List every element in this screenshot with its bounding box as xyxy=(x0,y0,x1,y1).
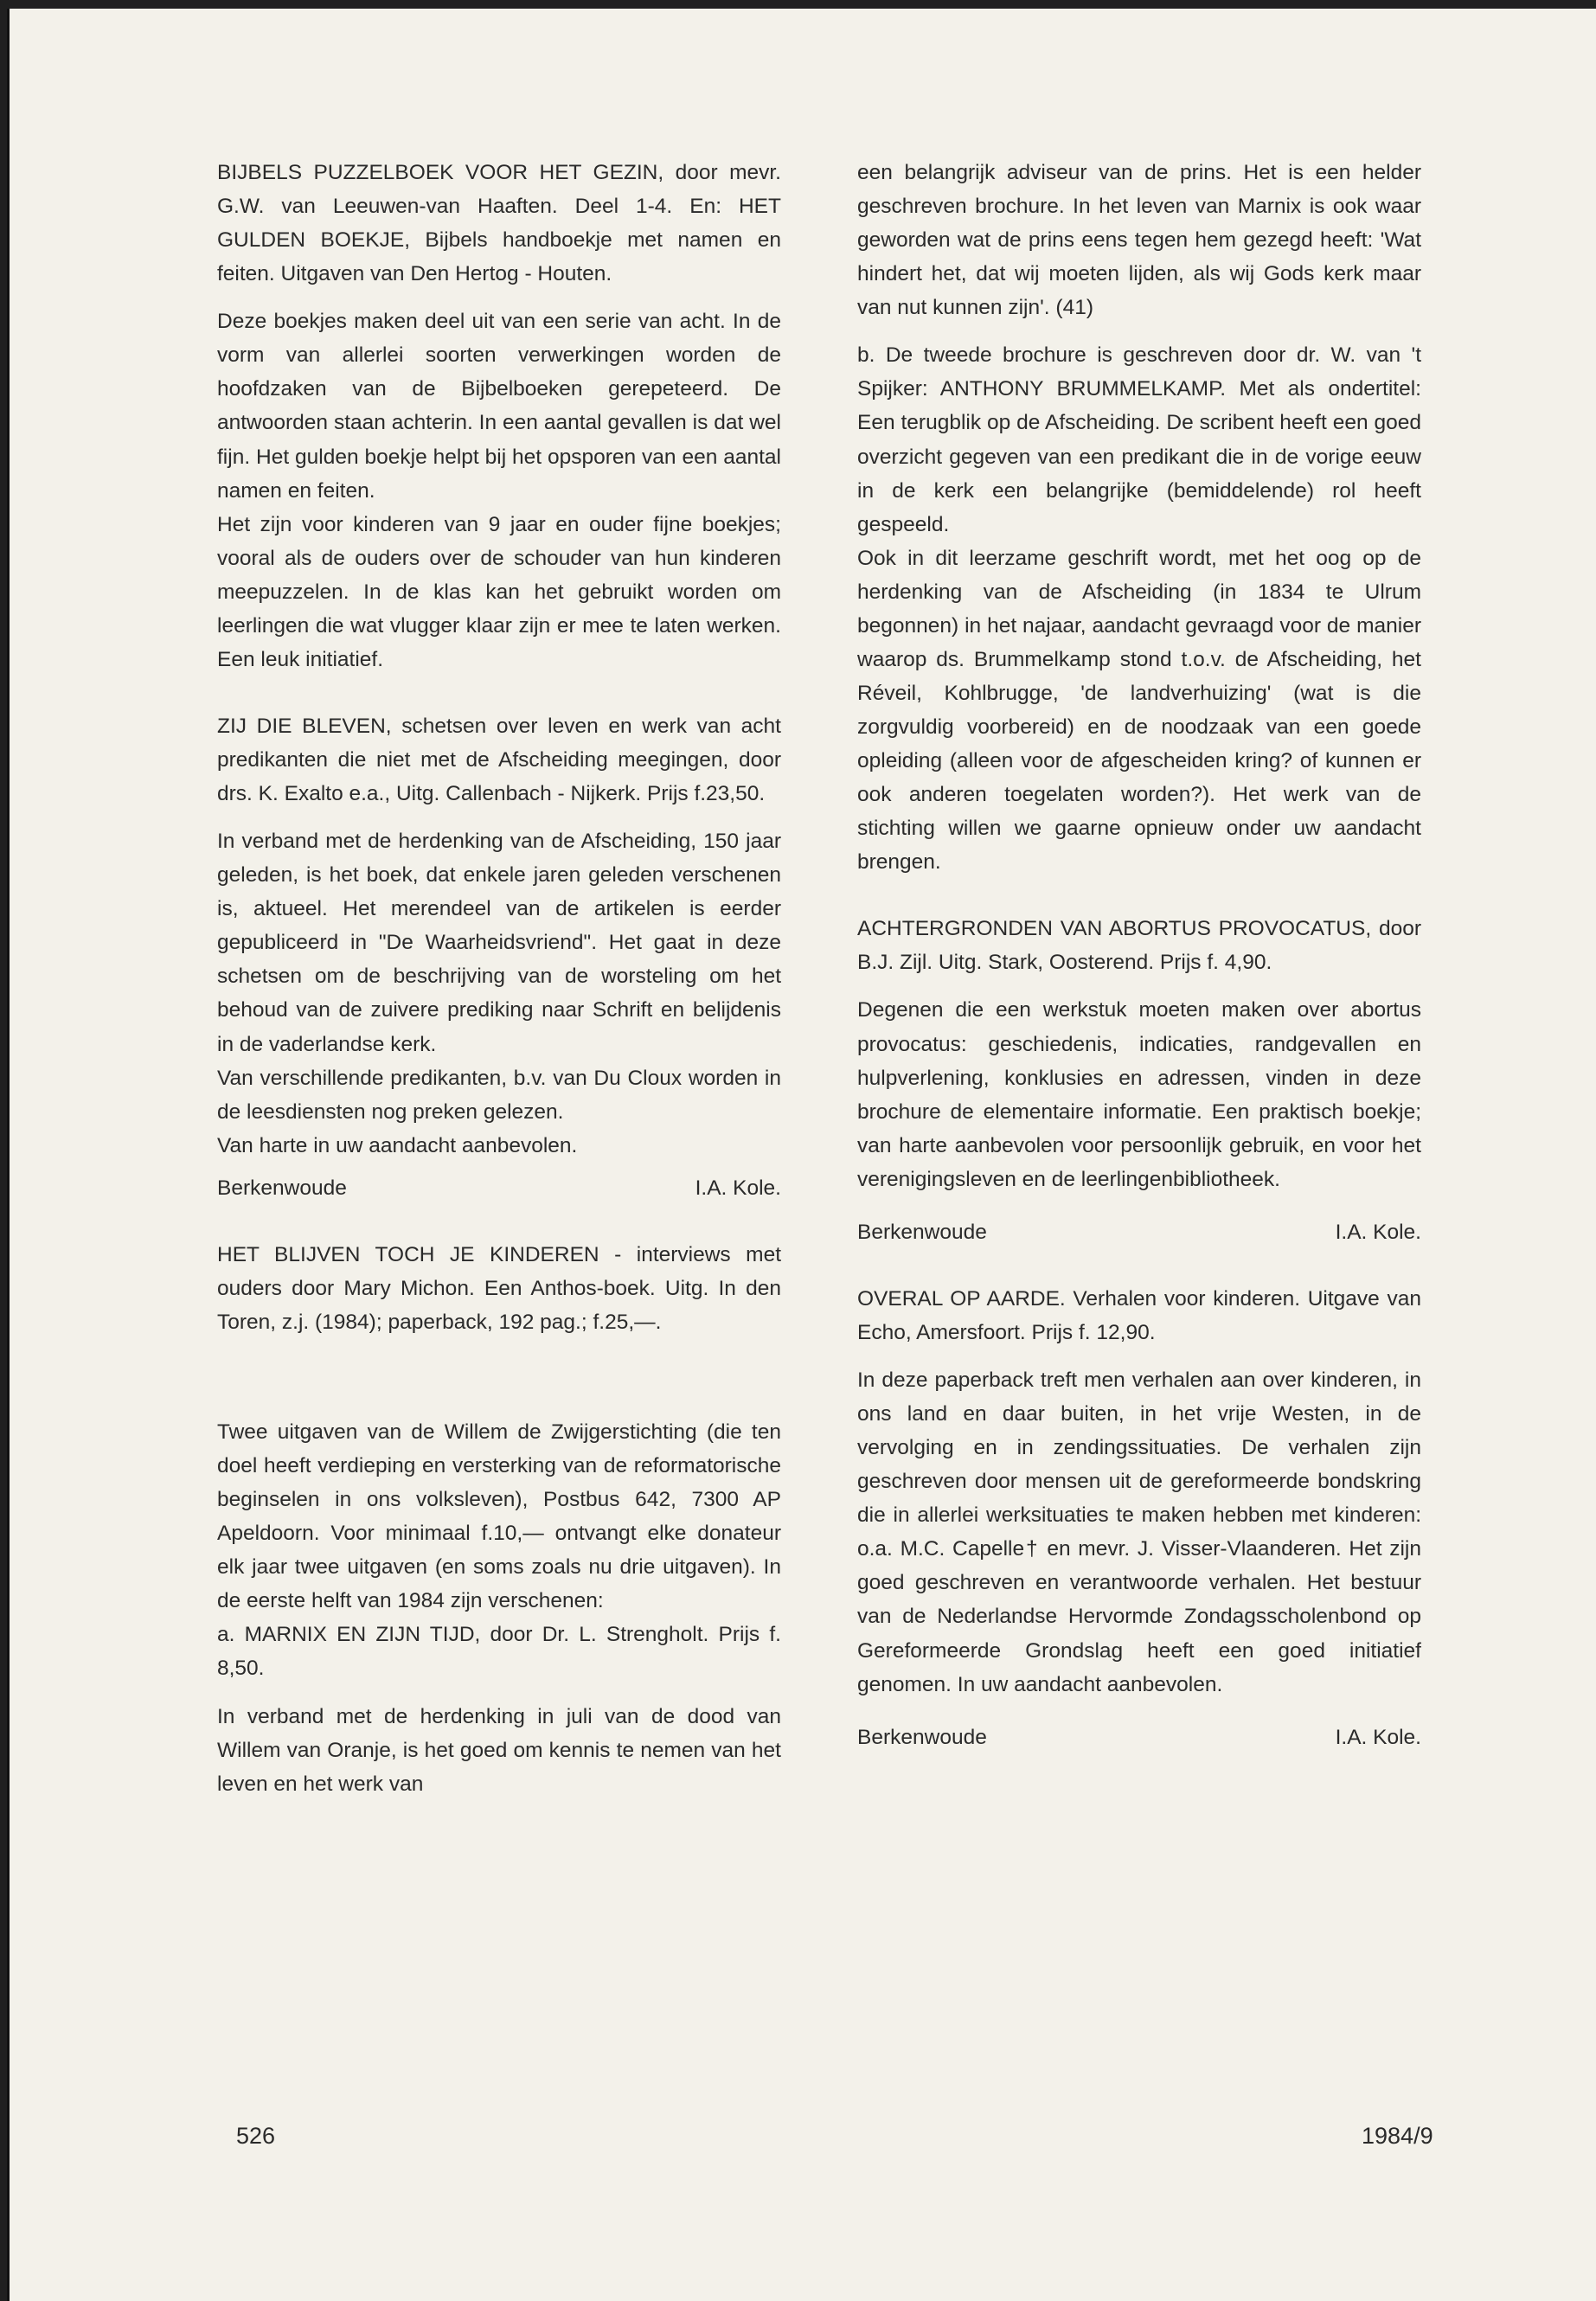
signature-author: I.A. Kole. xyxy=(695,1176,781,1200)
review-heading-puzzelboek: BIJBELS PUZZELBOEK VOOR HET GEZIN, door mevr. G.W. van Leeuwen-van Haaften. Deel 1-4. En: HET GULDEN BOEKJE, Bijbels handboekje met namen en feiten. Uitgaven van Den Hertog - Houten. xyxy=(217,161,781,286)
review-body-brummelkamp-2: Ook in dit leerzame geschrift wordt, met het oog op de herdenking van de Afscheiding (in 1834 te Ulrum begonnen) in het najaar, aandacht gevraagd voor de manier waarop ds. Brummelkamp stond t.o.v. de Afscheiding, het Réveil, Kohlbrugge, 'de landverhuizing' (wat is die zorgvuldig voorbereid) en de noodzaak van een goede opleiding (alleen voor de afgescheiden kring? of kunnen er ook anderen toegelaten worden?). Het werk van de stichting willen we gaarne opnieuw onder uw aandacht brengen. xyxy=(857,546,1421,875)
signature-place: Berkenwoude xyxy=(217,1176,347,1200)
signature-place: Berkenwoude xyxy=(857,1725,987,1749)
page-number: 526 xyxy=(236,2123,276,2149)
right-column xyxy=(857,156,1421,1754)
left-column xyxy=(217,156,781,1801)
review-body-puzzelboek-2: Het zijn voor kinderen van 9 jaar en ouder fijne boekjes; vooral als de ouders over de schouder van hun kinderen meepuzzelen. In de klas kan het gebruikt worden om leerlingen die wat vlugger klaar zijn er mee te laten werken. Een leuk initiatief. xyxy=(217,512,781,671)
issue-number: 1984/9 xyxy=(1362,2123,1433,2149)
review-body-zij-die-bleven: In verband met de herdenking van de Afscheiding, 150 jaar geleden, is het boek, dat enkele jaren geleden verschenen is, aktueel. Het merendeel van de artikelen is eerder gepubliceerd in "De Waarheidsvriend". Het gaat in deze schetsen om de beschrijving van de worsteling om het behoud van de zuivere prediking naar Schrift en belijdenis in de vaderlandse kerk. xyxy=(217,830,781,1056)
signature-line xyxy=(857,1721,1421,1754)
signature-line xyxy=(217,1171,781,1205)
signature-author: I.A. Kole. xyxy=(1335,1220,1421,1244)
review-heading-kinderen: HET BLIJVEN TOCH JE KINDEREN - interviews met ouders door Mary Michon. Een Anthos-boek. Uitg. In den Toren, z.j. (1984); paperback, 192 pag.; f.25,—. xyxy=(217,1242,781,1334)
review-body-zwijgerstichting: Twee uitgaven van de Willem de Zwijgerstichting (die ten doel heeft verdieping en versterking van de reformatorische beginselen in ons volksleven), Postbus 642, 7300 AP Apeldoorn. Voor minimaal f.10,— ontvangt elke donateur elk jaar twee uitgaven (en soms zoals nu drie uitgaven). In de eerste helft van 1984 zijn verschenen: xyxy=(217,1420,781,1613)
review-heading-overal-op-aarde: OVERAL OP AARDE. Verhalen voor kinderen. Uitgave van Echo, Amersfoort. Prijs f. 12,90. xyxy=(857,1286,1421,1344)
review-heading-zij-die-bleven: ZIJ DIE BLEVEN, schetsen over leven en werk van acht predikanten die niet met de Afscheiding meegingen, door drs. K. Exalto e.a., Uitg. Callenbach - Nijkerk. Prijs f.23,50. xyxy=(217,714,781,806)
magazine-page xyxy=(7,9,1596,2301)
signature-author: I.A. Kole. xyxy=(1335,1725,1421,1749)
review-body-marnix: In verband met de herdenking in juli van de dood van Willem van Oranje, is het goed om kennis te nemen van het leven en het werk van xyxy=(217,1704,781,1796)
review-body-marnix-cont: een belangrijk adviseur van de prins. Het is een helder geschreven brochure. In het leven van Marnix is ook waar geworden wat de prins eens tegen hem gezegd heeft: 'Wat hindert het, dat wij moeten lijden, als wij Gods kerk maar van nut kunnen zijn'. (41) xyxy=(857,161,1421,320)
review-body-zij-die-bleven-3: Van harte in uw aandacht aanbevolen. xyxy=(217,1133,578,1157)
review-body-puzzelboek: Deze boekjes maken deel uit van een serie van acht. In de vorm van allerlei soorten verwerkingen worden de hoofdzaken van de Bijbelboeken gerepeteerd. De antwoorden staan achterin. In een aantal gevallen is dat wel fijn. Het gulden boekje helpt bij het opsporen van een aantal namen en feiten. xyxy=(217,310,781,503)
review-body-zij-die-bleven-2: Van verschillende predikanten, b.v. van Du Cloux worden in de leesdiensten nog preken gelezen. xyxy=(217,1066,781,1124)
review-body-brummelkamp: b. De tweede brochure is geschreven door dr. W. van 't Spijker: ANTHONY BRUMMELKAMP. Met als ondertitel: Een terugblik op de Afscheiding. De scribent heeft een goed overzicht gegeven van een predikant die in de vorige eeuw in de kerk een belangrijke (bemiddelende) rol heeft gespeeld. xyxy=(857,343,1421,536)
review-body-abortus: Degenen die een werkstuk moeten maken over abortus provocatus: geschiedenis, indicaties, randgevallen en hulpverlening, konklusies en adressen, vinden in deze brochure de elementaire informatie. Een praktisch boekje; van harte aanbevolen voor persoonlijk gebruik, en voor het verenigingsleven en de leerlingenbibliotheek. xyxy=(857,998,1421,1191)
review-heading-abortus: ACHTERGRONDEN VAN ABORTUS PROVOCATUS, door B.J. Zijl. Uitg. Stark, Oosterend. Prijs f. 4,90. xyxy=(857,917,1421,975)
signature-place: Berkenwoude xyxy=(857,1220,987,1244)
review-body-overal-op-aarde: In deze paperback treft men verhalen aan over kinderen, in ons land en daar buiten, in het vrije Westen, in de vervolging en in zendingssituaties. De verhalen zijn geschreven door mensen uit de gereformeerde bondskring die in allerlei werksituaties te maken hebben met kinderen: o.a. M.C. Capelle† en mevr. J. Visser-Vlaanderen. Het zijn goed geschreven en verantwoorde verhalen. Het bestuur van de Nederlandse Hervormde Zondagsscholenbond op Gereformeerde Grondslag heeft een goed initiatief genomen. In uw aandacht aanbevolen. xyxy=(857,1368,1421,1696)
review-heading-marnix: a. MARNIX EN ZIJN TIJD, door Dr. L. Strengholt. Prijs f. 8,50. xyxy=(217,1623,781,1681)
signature-line xyxy=(857,1215,1421,1249)
